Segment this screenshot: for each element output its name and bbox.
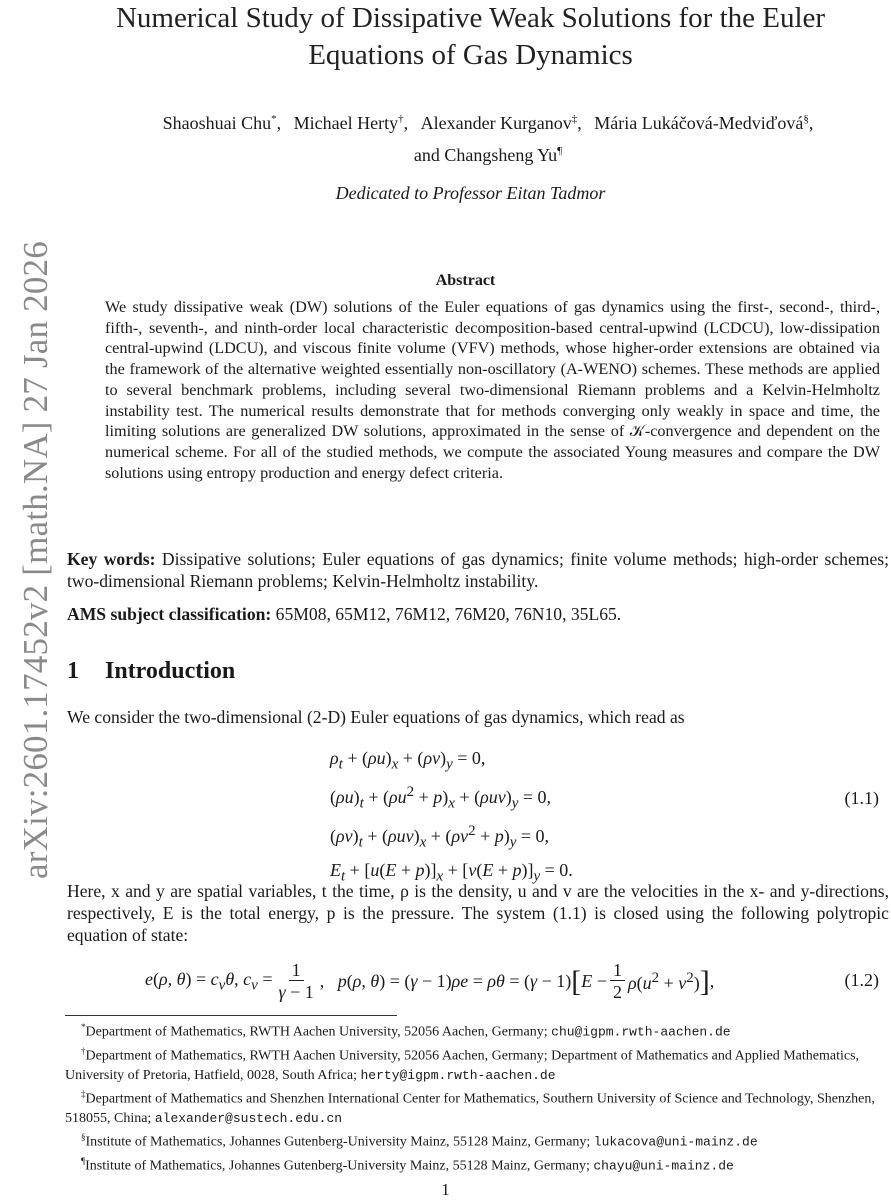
author-name: and Changsheng Yu	[413, 145, 558, 165]
email-link[interactable]: chu@igpm.rwth-aachen.de	[551, 1024, 731, 1040]
keywords	[67, 548, 889, 592]
footnote-mark: *	[81, 1022, 86, 1032]
author: Michael Herty†,	[293, 113, 409, 133]
footnote	[65, 1085, 891, 1128]
email-link[interactable]: chayu@uni-mainz.de	[593, 1159, 734, 1175]
footnote-mark: ‡	[81, 1089, 86, 1100]
author	[414, 145, 562, 165]
author-line-2	[95, 137, 881, 169]
title-line-1: Numerical Study of Dissipative Weak Solutions for the Euler	[115, 2, 826, 34]
arxiv-identifier: arXiv:2601.17452v2 [math.NA] 27 Jan 2026	[16, 241, 55, 879]
equation-line: $(\rho u)_t + (\rho u^2 + p)_x + (\rho uv)_y = 0$,	[330, 784, 552, 812]
equation-number: (1.2)	[844, 970, 879, 990]
equation-1-1	[330, 745, 573, 891]
section-title: Introduction	[105, 658, 236, 684]
ams-label: AMS subject classification:	[67, 604, 272, 624]
email-link[interactable]: alexander@sustech.edu.cn	[154, 1111, 343, 1127]
author-list	[95, 105, 881, 169]
equation-line: $(\rho v)_t + (\rho uv)_x + (\rho v^2 + p)_y = 0$,	[330, 823, 550, 851]
equation-line: $\rho_t + (\rho u)_x + (\rho v)_y = 0$,	[330, 748, 486, 773]
author-name: Mária Lukáčová-Medviďová	[594, 113, 804, 133]
email-link[interactable]: lukacova@uni-mainz.de	[593, 1135, 758, 1151]
author: Alexander Kurganov‡,	[420, 113, 582, 133]
equation-number: (1.1)	[844, 788, 879, 808]
keywords-label: Key words:	[67, 549, 156, 569]
footnote-mark[interactable]: †	[398, 113, 404, 125]
paper-title	[100, 0, 841, 74]
dedication: Dedicated to Professor Eitan Tadmor	[335, 183, 606, 203]
abstract-heading: Abstract	[435, 272, 496, 289]
footnote-affiliation: Department of Mathematics, RWTH Aachen University, 52056 Aachen, Germany;	[85, 1024, 552, 1040]
footnote	[65, 1018, 891, 1042]
author-name: Michael Herty	[293, 113, 399, 133]
author-name: Alexander Kurganov	[420, 113, 572, 133]
footnote-affiliation: Institute of Mathematics, Johannes Gutenberg-University Mainz, 55128 Mainz, Germany;	[85, 1135, 594, 1151]
arxiv-stamp	[6, 180, 66, 940]
ams-codes: 65M08, 65M12, 76M12, 76M20, 76N10, 35L65.	[275, 604, 622, 624]
footnote-divider	[65, 1015, 397, 1016]
keywords-text: Dissipative solutions; Euler equations of gas dynamics; finite volume methods; high-order schemes; two-dimensional Riemann problems; Kelvin-Helmholtz instability.	[67, 549, 889, 591]
equation-line: $E_t + [u(E + p)]_x + [v(E + p)]_y = 0$.	[330, 860, 573, 885]
footnote	[65, 1128, 891, 1152]
ams-classification	[67, 603, 889, 625]
equation-1-2: e(ρ, $\theta) = c_v\theta$, $c_v$ = $\frac{1}{\gamma - 1}$ , p(ρ, θ) = (γ − 1)ρe = ρθ = (γ − 1) [ E − $\frac{1}{2}$ $\rho(u^2 + v^2)$ ] ,	[145, 960, 715, 1002]
abstract-text: We study dissipative weak (DW) solutions of the Euler equations of gas dynamics using the first-, second-, third-, fifth-, seventh-, and ninth-order local characteristic decomposition-based central-upwind (LCDCU), low-dissipation central-upwind (LDCU), and viscous finite volume (VFV) methods, whose higher-order extensions are obtained via the framework of the alternative weighted essentially non-oscillatory (A-WENO) schemes. These methods are applied to several benchmark problems, including several two-dimensional Riemann problems and a Kelvin-Helmholtz instability test. The numerical results demonstrate that for methods converging only weakly in space and time, the limiting solutions are generalized DW solutions, approximated in the sense of 𝒦-convergence and dependent on the numerical scheme. For all of the studied methods, we compute the associated Young measures and compare the DW solutions using entropy production and energy defect criteria.	[105, 298, 880, 482]
footnote-affiliation: Department of Mathematics, RWTH Aachen University, 52056 Aachen, Germany; Department of Mathematics and Applied Mathematics, University of Pretoria, Hatfield, 0028, South Africa;	[65, 1048, 860, 1083]
author: Mária Lukáčová-Medviďová§,	[594, 113, 814, 133]
variables-paragraph: Here, x and y are spatial variables, t the time, ρ is the density, u and v are the velocities in the x- and y-directions, respectively, E is the total energy, p is the pressure. The system (1.1) is closed using the following polytropic equation of state:	[67, 881, 889, 945]
author: Shaoshuai Chu*,	[162, 113, 282, 133]
title-line-2: Equations of Gas Dynamics	[308, 39, 633, 71]
footnote-mark: ¶	[81, 1156, 86, 1167]
intro-paragraph: We consider the two-dimensional (2-D) Euler equations of gas dynamics, which read as	[67, 707, 685, 727]
section-number: 1	[67, 658, 79, 684]
footnotes	[65, 1018, 891, 1176]
author-name: Shaoshuai Chu	[162, 113, 272, 133]
footnote-affiliation: Institute of Mathematics, Johannes Gutenberg-University Mainz, 55128 Mainz, Germany;	[85, 1159, 594, 1175]
footnote-mark[interactable]: ‡	[571, 113, 578, 125]
section-heading	[67, 658, 235, 685]
author-line-1	[95, 105, 881, 137]
footnote-mark[interactable]: §	[803, 113, 809, 125]
footnote-mark[interactable]: *	[271, 113, 277, 125]
footnote-mark[interactable]: ¶	[557, 145, 563, 157]
footnote-mark: †	[81, 1045, 86, 1056]
footnote	[65, 1152, 891, 1176]
footnote-mark: §	[81, 1132, 86, 1143]
page-number: 1	[441, 1180, 450, 1199]
footnote-affiliation: Department of Mathematics and Shenzhen International Center for Mathematics, Southern University of Science and Technology, Shenzhen, 518055, China;	[65, 1091, 875, 1127]
footnote	[65, 1042, 891, 1085]
email-link[interactable]: herty@igpm.rwth-aachen.de	[360, 1067, 556, 1083]
